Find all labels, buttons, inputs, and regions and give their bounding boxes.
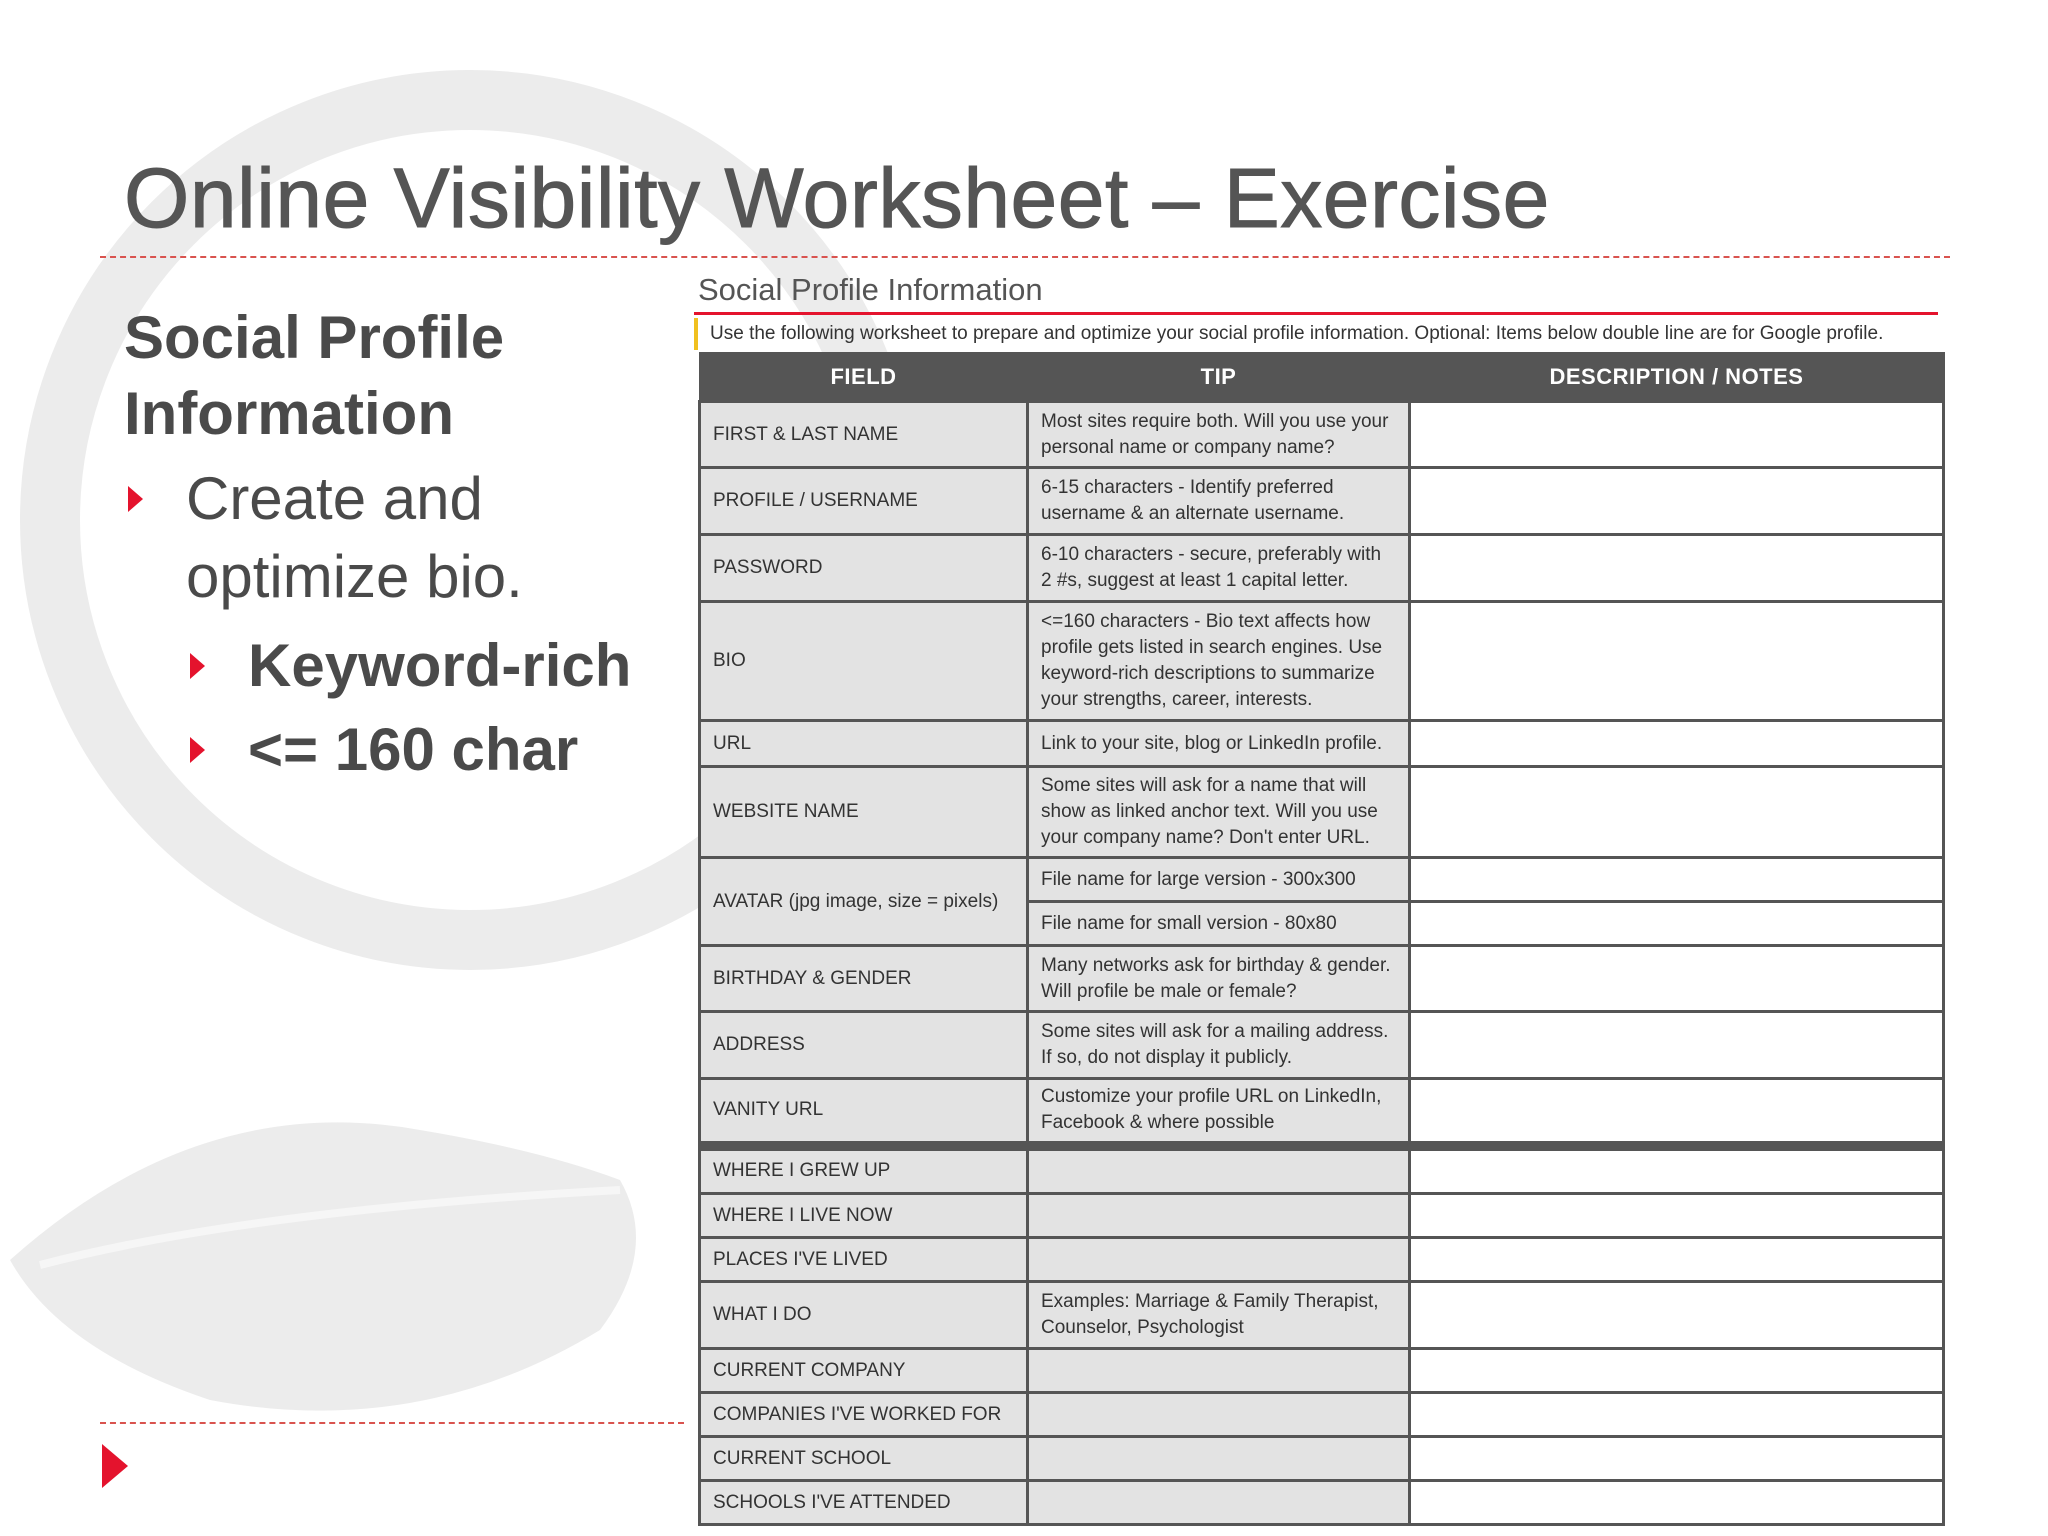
field-cell: VANITY URL: [700, 1079, 1028, 1146]
bullet-arrow-icon: [190, 653, 205, 679]
table-row: [700, 1194, 1944, 1238]
field-cell: FIRST & LAST NAME: [700, 402, 1028, 468]
sub-bullet-keyword-rich: [124, 628, 684, 704]
field-cell: PASSWORD: [700, 535, 1028, 602]
worksheet-title-underline: [694, 312, 1938, 315]
tip-cell: Customize your profile URL on LinkedIn, Facebook & where possible: [1028, 1079, 1410, 1146]
field-cell: CURRENT SCHOOL: [700, 1437, 1028, 1481]
table-row: [700, 1146, 1944, 1194]
worksheet-instruction: Use the following worksheet to prepare and optimize your social profile information. Optional: Items below double line are for Google profile.: [694, 318, 1932, 350]
bullet-create-optimize-bio: [124, 460, 684, 616]
table-row: [700, 946, 1944, 1012]
tip-cell: [1028, 1194, 1410, 1238]
table-row: [700, 1481, 1944, 1525]
notes-cell[interactable]: [1410, 721, 1944, 767]
tip-cell: [1028, 1349, 1410, 1393]
tip-cell: 6-15 characters - Identify preferred username & an alternate username.: [1028, 468, 1410, 535]
bullet-arrow-icon: [128, 486, 143, 512]
notes-cell[interactable]: [1410, 602, 1944, 721]
tip-cell: Examples: Marriage & Family Therapist, Counselor, Psychologist: [1028, 1282, 1410, 1349]
table-row: [700, 767, 1944, 858]
notes-cell[interactable]: [1410, 402, 1944, 468]
notes-cell[interactable]: [1410, 1146, 1944, 1194]
field-cell: WHAT I DO: [700, 1282, 1028, 1349]
left-column: [124, 300, 684, 788]
worksheet-table: [698, 352, 1945, 1526]
notes-cell[interactable]: [1410, 1349, 1944, 1393]
table-row: [700, 1012, 1944, 1079]
slide-title: Online Visibility Worksheet – Exercise: [124, 151, 1550, 245]
notes-cell[interactable]: [1410, 1012, 1944, 1079]
sub-bullet-text: Keyword-rich: [248, 632, 632, 699]
column-header-tip: TIP: [1028, 353, 1410, 402]
title-divider: [100, 256, 1950, 258]
field-cell: BIRTHDAY & GENDER: [700, 946, 1028, 1012]
field-cell: AVATAR (jpg image, size = pixels): [700, 858, 1028, 946]
tip-cell: [1028, 1238, 1410, 1282]
tip-cell: File name for small version - 80x80: [1028, 902, 1410, 946]
field-cell: SCHOOLS I'VE ATTENDED: [700, 1481, 1028, 1525]
table-row: [700, 602, 1944, 721]
notes-cell[interactable]: [1410, 1437, 1944, 1481]
tip-cell: [1028, 1393, 1410, 1437]
field-cell: ADDRESS: [700, 1012, 1028, 1079]
field-cell: CURRENT COMPANY: [700, 1349, 1028, 1393]
table-row: [700, 721, 1944, 767]
tip-cell: Link to your site, blog or LinkedIn profile.: [1028, 721, 1410, 767]
notes-cell[interactable]: [1410, 946, 1944, 1012]
notes-cell[interactable]: [1410, 1079, 1944, 1146]
notes-cell[interactable]: [1410, 1282, 1944, 1349]
worksheet-title: Social Profile Information: [698, 272, 1043, 307]
notes-cell[interactable]: [1410, 767, 1944, 858]
notes-cell[interactable]: [1410, 468, 1944, 535]
field-cell: BIO: [700, 602, 1028, 721]
footer-arrow-icon: [102, 1444, 128, 1488]
table-row: [700, 402, 1944, 468]
tip-cell: [1028, 1146, 1410, 1194]
footer-divider: [100, 1422, 684, 1424]
tip-cell: Some sites will ask for a name that will show as linked anchor text. Will you use your company name? Don't enter URL.: [1028, 767, 1410, 858]
table-row: [700, 1079, 1944, 1146]
bullet-text: Create and optimize bio.: [186, 465, 523, 610]
column-header-notes: DESCRIPTION / NOTES: [1410, 353, 1944, 402]
field-cell: PLACES I'VE LIVED: [700, 1238, 1028, 1282]
field-cell: URL: [700, 721, 1028, 767]
field-cell: WHERE I GREW UP: [700, 1146, 1028, 1194]
tip-cell: <=160 characters - Bio text affects how profile gets listed in search engines. Use keyword-rich descriptions to summarize your strengths, career, interests.: [1028, 602, 1410, 721]
sub-bullet-text: <= 160 char: [248, 716, 579, 783]
notes-cell[interactable]: [1410, 902, 1944, 946]
notes-cell[interactable]: [1410, 858, 1944, 902]
notes-cell[interactable]: [1410, 1238, 1944, 1282]
field-cell: COMPANIES I'VE WORKED FOR: [700, 1393, 1028, 1437]
tip-cell: Many networks ask for birthday & gender. Will profile be male or female?: [1028, 946, 1410, 1012]
table-header-row: [700, 353, 1944, 402]
notes-cell[interactable]: [1410, 1194, 1944, 1238]
table-row: [700, 1437, 1944, 1481]
table-row: [700, 1349, 1944, 1393]
table-row: [700, 1238, 1944, 1282]
field-cell: WEBSITE NAME: [700, 767, 1028, 858]
notes-cell[interactable]: [1410, 1481, 1944, 1525]
table-row: [700, 1282, 1944, 1349]
watermark-lips: [10, 1122, 636, 1410]
table-row: [700, 1393, 1944, 1437]
table-row: [700, 468, 1944, 535]
tip-cell: [1028, 1481, 1410, 1525]
column-header-field: FIELD: [700, 353, 1028, 402]
notes-cell[interactable]: [1410, 1393, 1944, 1437]
section-heading: Social Profile Information: [124, 304, 505, 447]
tip-cell: 6-10 characters - secure, preferably with 2 #s, suggest at least 1 capital letter.: [1028, 535, 1410, 602]
bullet-arrow-icon: [190, 737, 205, 763]
field-cell: WHERE I LIVE NOW: [700, 1194, 1028, 1238]
field-cell: PROFILE / USERNAME: [700, 468, 1028, 535]
notes-cell[interactable]: [1410, 535, 1944, 602]
table-row: [700, 858, 1944, 902]
tip-cell: Most sites require both. Will you use your personal name or company name?: [1028, 402, 1410, 468]
tip-cell: Some sites will ask for a mailing address. If so, do not display it publicly.: [1028, 1012, 1410, 1079]
tip-cell: [1028, 1437, 1410, 1481]
table-row: [700, 535, 1944, 602]
sub-bullet-char-limit: [124, 712, 684, 788]
tip-cell: File name for large version - 300x300: [1028, 858, 1410, 902]
